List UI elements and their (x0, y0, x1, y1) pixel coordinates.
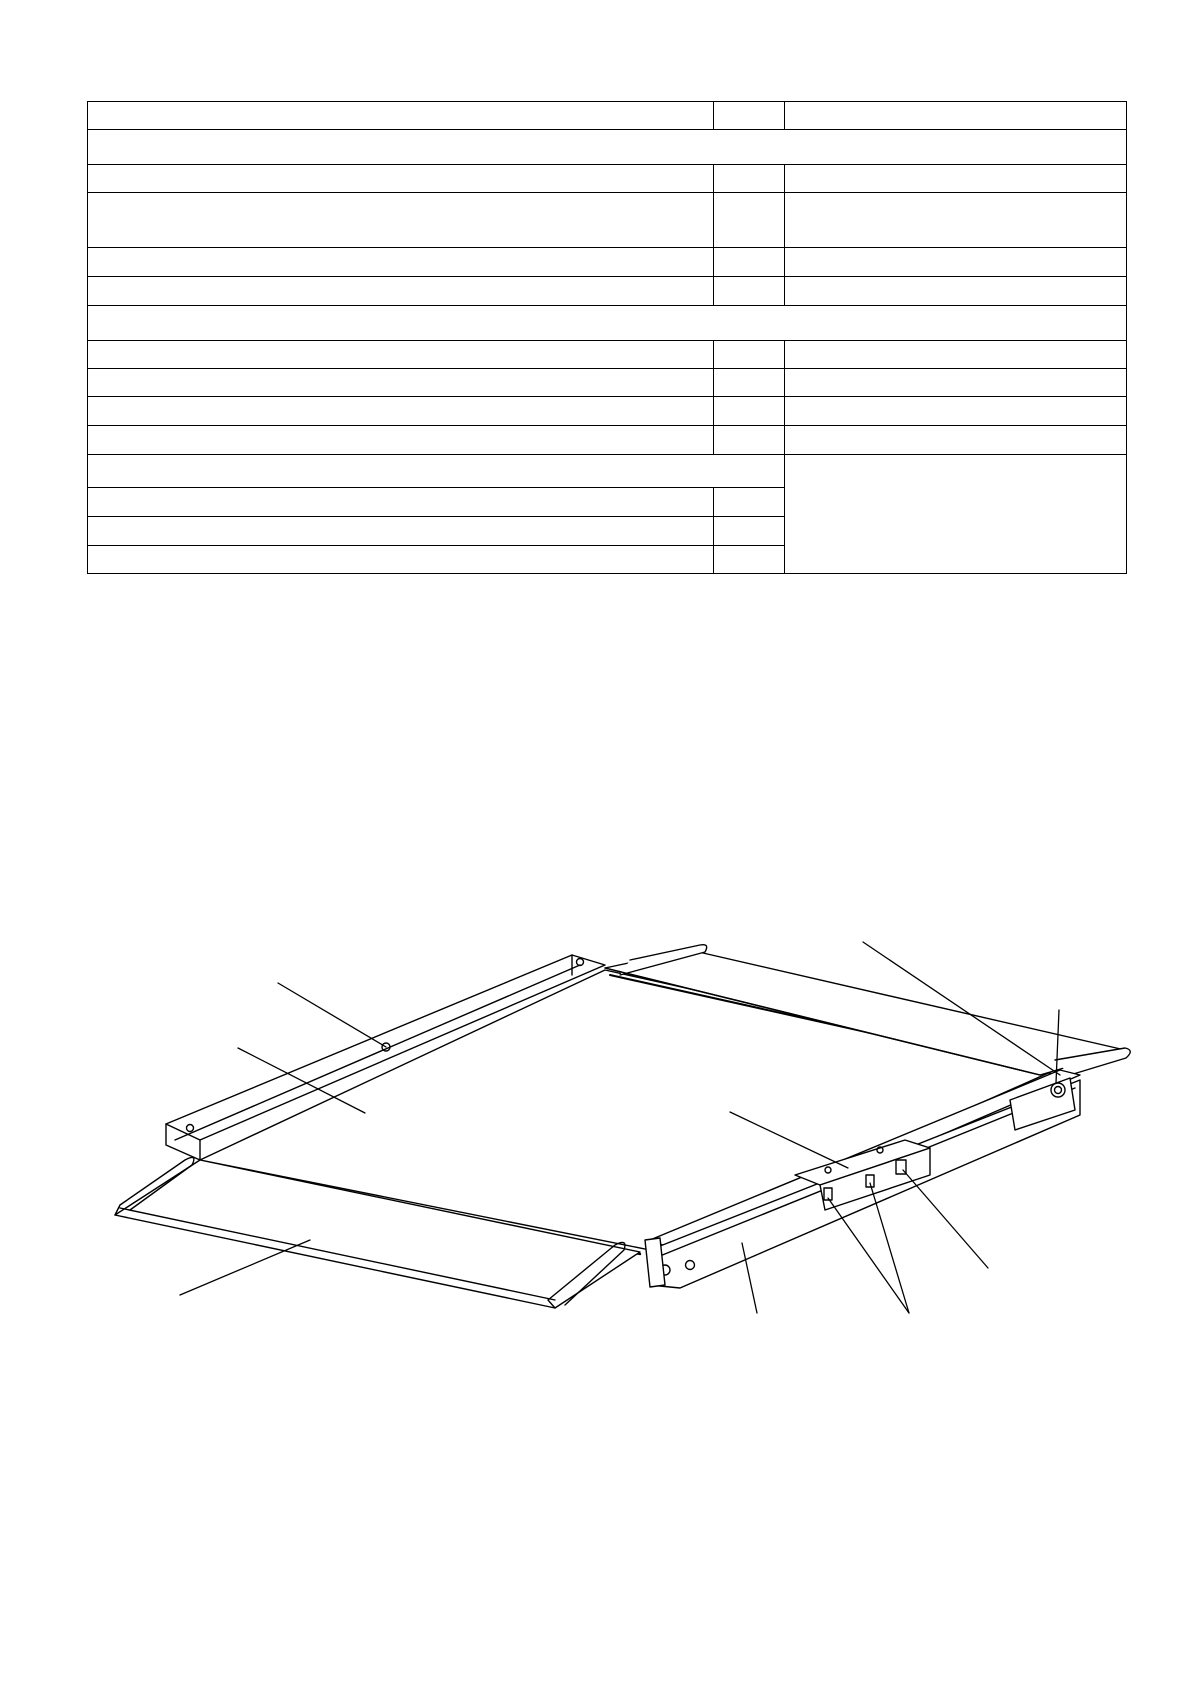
spec-table (87, 101, 1127, 574)
leader-line (870, 1183, 909, 1313)
table-cell (785, 426, 1127, 455)
table-cell (714, 517, 785, 546)
table-cell (714, 426, 785, 455)
section-header-row (88, 130, 1127, 165)
leader-line (828, 1198, 909, 1313)
table-cell (714, 277, 785, 306)
table-cell (88, 517, 714, 546)
section-header-row (88, 455, 1127, 488)
leader-line (278, 983, 386, 1047)
table-cell (785, 277, 1127, 306)
table-cell (714, 488, 785, 517)
table-cell (785, 165, 1127, 193)
table-cell (88, 165, 714, 193)
table-row (88, 102, 1127, 130)
table-cell (88, 488, 714, 517)
table-cell (714, 248, 785, 277)
table-row (88, 248, 1127, 277)
table-cell (714, 193, 785, 248)
table-row (88, 426, 1127, 455)
section-header-cell (88, 130, 1127, 165)
table-cell (88, 341, 714, 369)
scale-platform-drawing (0, 900, 1190, 1330)
table-cell (785, 193, 1127, 248)
table-cell (88, 369, 714, 397)
table-cell (88, 277, 714, 306)
table-row (88, 277, 1127, 306)
table-cell (785, 397, 1127, 426)
table-cell (785, 102, 1127, 130)
table-row (88, 165, 1127, 193)
table-cell (785, 369, 1127, 397)
table-row (88, 397, 1127, 426)
table-cell (88, 397, 714, 426)
table-cell (88, 102, 714, 130)
table-cell (714, 341, 785, 369)
table-cell (88, 426, 714, 455)
table-cell (714, 102, 785, 130)
table-cell (714, 546, 785, 574)
section-header-row (88, 306, 1127, 341)
leader-line (180, 1240, 310, 1295)
leader-line (903, 1170, 988, 1268)
table-row (88, 193, 1127, 248)
section-header-cell (88, 455, 785, 488)
table-cell (785, 341, 1127, 369)
table-cell (714, 369, 785, 397)
merged-cell (785, 455, 1127, 574)
table-cell (714, 397, 785, 426)
table-row (88, 341, 1127, 369)
table-row (88, 369, 1127, 397)
table-cell (88, 546, 714, 574)
table-cell (714, 165, 785, 193)
table-cell (88, 193, 714, 248)
section-header-cell (88, 306, 1127, 341)
table-cell (785, 248, 1127, 277)
table-cell (88, 248, 714, 277)
